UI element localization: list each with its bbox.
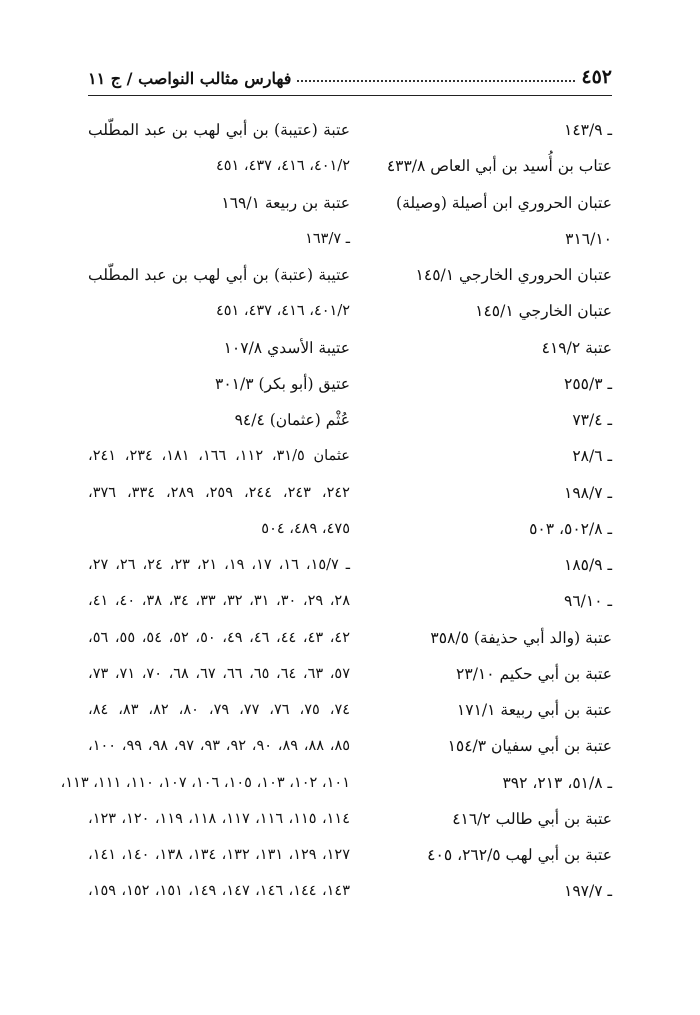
- index-entry: ٨٥، ٨٨، ٨٩، ٩٠، ٩٢، ٩٣، ٩٧، ٩٨، ٩٩، ١٠٠،: [88, 738, 351, 755]
- index-entry: ٧٤، ٧٥، ٧٦، ٧٧، ٧٩، ٨٠، ٨٢، ٨٣، ٨٤،: [88, 702, 351, 718]
- index-column-left: [60, 118, 351, 916]
- index-entry: عتبة (عتيبة) بن أبي لهب بن عبد المطّلب: [88, 121, 350, 139]
- index-entry: ـ ٢٨/٦: [572, 447, 612, 466]
- index-entry: ١٢٧، ١٢٩، ١٣١، ١٣٢، ١٣٤، ١٣٨، ١٤٠، ١٤١،: [88, 847, 351, 863]
- index-entry: عتبان الحروري الخارجي ١٤٥/١: [415, 266, 612, 284]
- index-entry: ـ ١٥/٧، ١٦، ١٧، ١٩، ٢١، ٢٣، ٢٤، ٢٦، ٢٧،: [88, 557, 351, 573]
- header-dot-leader: [297, 80, 575, 82]
- index-entry: ـ ١٦٣/٧: [305, 230, 350, 247]
- index-entry: ـ ٥٠٢/٨، ٥٠٣: [529, 519, 612, 538]
- index-entry: ١٤٣، ١٤٤، ١٤٦، ١٤٧، ١٤٩، ١٥١، ١٥٢، ١٥٩،: [88, 883, 351, 900]
- index-entry: عتيبة (عتبة) بن أبي لهب بن عبد المطّلب: [88, 266, 350, 284]
- index-entry: ٣١٦/١٠: [565, 229, 612, 248]
- index-entry: ـ ١٤٣/٩: [564, 121, 612, 139]
- index-entry: ٥٧، ٦٣، ٦٤، ٦٥، ٦٦، ٦٧، ٦٨، ٧٠، ٧١، ٧٣،: [88, 665, 350, 682]
- index-entry: ٤٠١/٢، ٤١٦، ٤٣٧، ٤٥١: [215, 158, 350, 175]
- index-entry: عتبان الخارجي ١٤٥/١: [475, 302, 612, 321]
- header-rule: [88, 95, 612, 96]
- index-entry: ٤٠١/٢، ٤١٦، ٤٣٧، ٤٥١: [215, 303, 350, 320]
- index-entry: عتبة بن أبي ربيعة ١٧١/١: [456, 701, 612, 719]
- index-entry: ـ ٧٣/٤: [572, 411, 612, 429]
- index-entry: عُثْم (عثمان) ٩٤/٤: [234, 411, 350, 429]
- index-entry: عتيق (أبو بكر) ٣٠١/٣: [215, 374, 350, 393]
- index-entry: ١١٤، ١١٥، ١١٦، ١١٧، ١١٨، ١١٩، ١٢٠، ١٢٣،: [88, 810, 351, 827]
- index-entry: عتبان الحروري ابن أصيلة (وصيلة): [396, 193, 612, 212]
- index-entry: عثمان ٣١/٥، ١١٢، ١٦٦، ١٨١، ٢٣٤، ٢٤١،: [88, 448, 350, 465]
- index-entry: ـ ١٩٨/٧: [564, 483, 612, 502]
- index-entry: عتبة ٤١٩/٢: [541, 338, 612, 357]
- running-title: فهارس مثالب النواصب / ج ١١: [88, 69, 292, 88]
- page-header: [88, 62, 612, 88]
- index-entry: عتبة بن أبي سفيان ١٥٤/٣: [447, 737, 612, 756]
- index-entry: ٢٨، ٢٩، ٣٠، ٣١، ٣٢، ٣٣، ٣٤، ٣٨، ٤٠، ٤١،: [88, 593, 350, 610]
- page-number: ٤٥٢: [581, 66, 612, 88]
- index-entry: عتيبة الأسدي ١٠٧/٨: [223, 338, 350, 357]
- index-entry: عتاب بن أُسيد بن أبي العاص ٤٣٣/٨: [386, 157, 612, 176]
- index-entry: ٤٢، ٤٣، ٤٤، ٤٦، ٤٩، ٥٠، ٥٢، ٥٤، ٥٥، ٥٦،: [88, 629, 350, 646]
- index-entry: ـ ٢٥٥/٣: [564, 374, 612, 393]
- index-entry: عتبة بن أبي لهب ٢٦٢/٥، ٤٠٥: [427, 846, 612, 864]
- index-entry: ١٠١، ١٠٢، ١٠٣، ١٠٥، ١٠٦، ١٠٧، ١١٠، ١١١، ١١٣،: [60, 774, 350, 791]
- index-entry: عتبة (والد أبي حذيفة) ٣٥٨/٥: [430, 628, 612, 647]
- index-entry: عتبة بن أبي حكيم ٢٣/١٠: [456, 664, 612, 683]
- index-entry: عتبة بن ربيعة ١٦٩/١: [221, 193, 350, 212]
- index-entry: ٢٤٢، ٢٤٣، ٢٤٤، ٢٥٩، ٢٨٩، ٣٣٤، ٣٧٦،: [88, 484, 350, 501]
- index-entry: عتبة بن أبي طالب ٤١٦/٢: [452, 809, 612, 828]
- index-entry: ـ ١٩٧/٧: [564, 882, 612, 901]
- index-entry: ـ ٥١/٨، ٢١٣، ٣٩٢: [502, 773, 612, 792]
- index-entry: ـ ١٨٥/٩: [564, 556, 612, 574]
- index-column-right: [352, 118, 612, 916]
- index-entry: ٤٧٥، ٤٨٩، ٥٠٤: [261, 520, 350, 537]
- index-entry: ـ ٩٦/١٠: [564, 592, 612, 611]
